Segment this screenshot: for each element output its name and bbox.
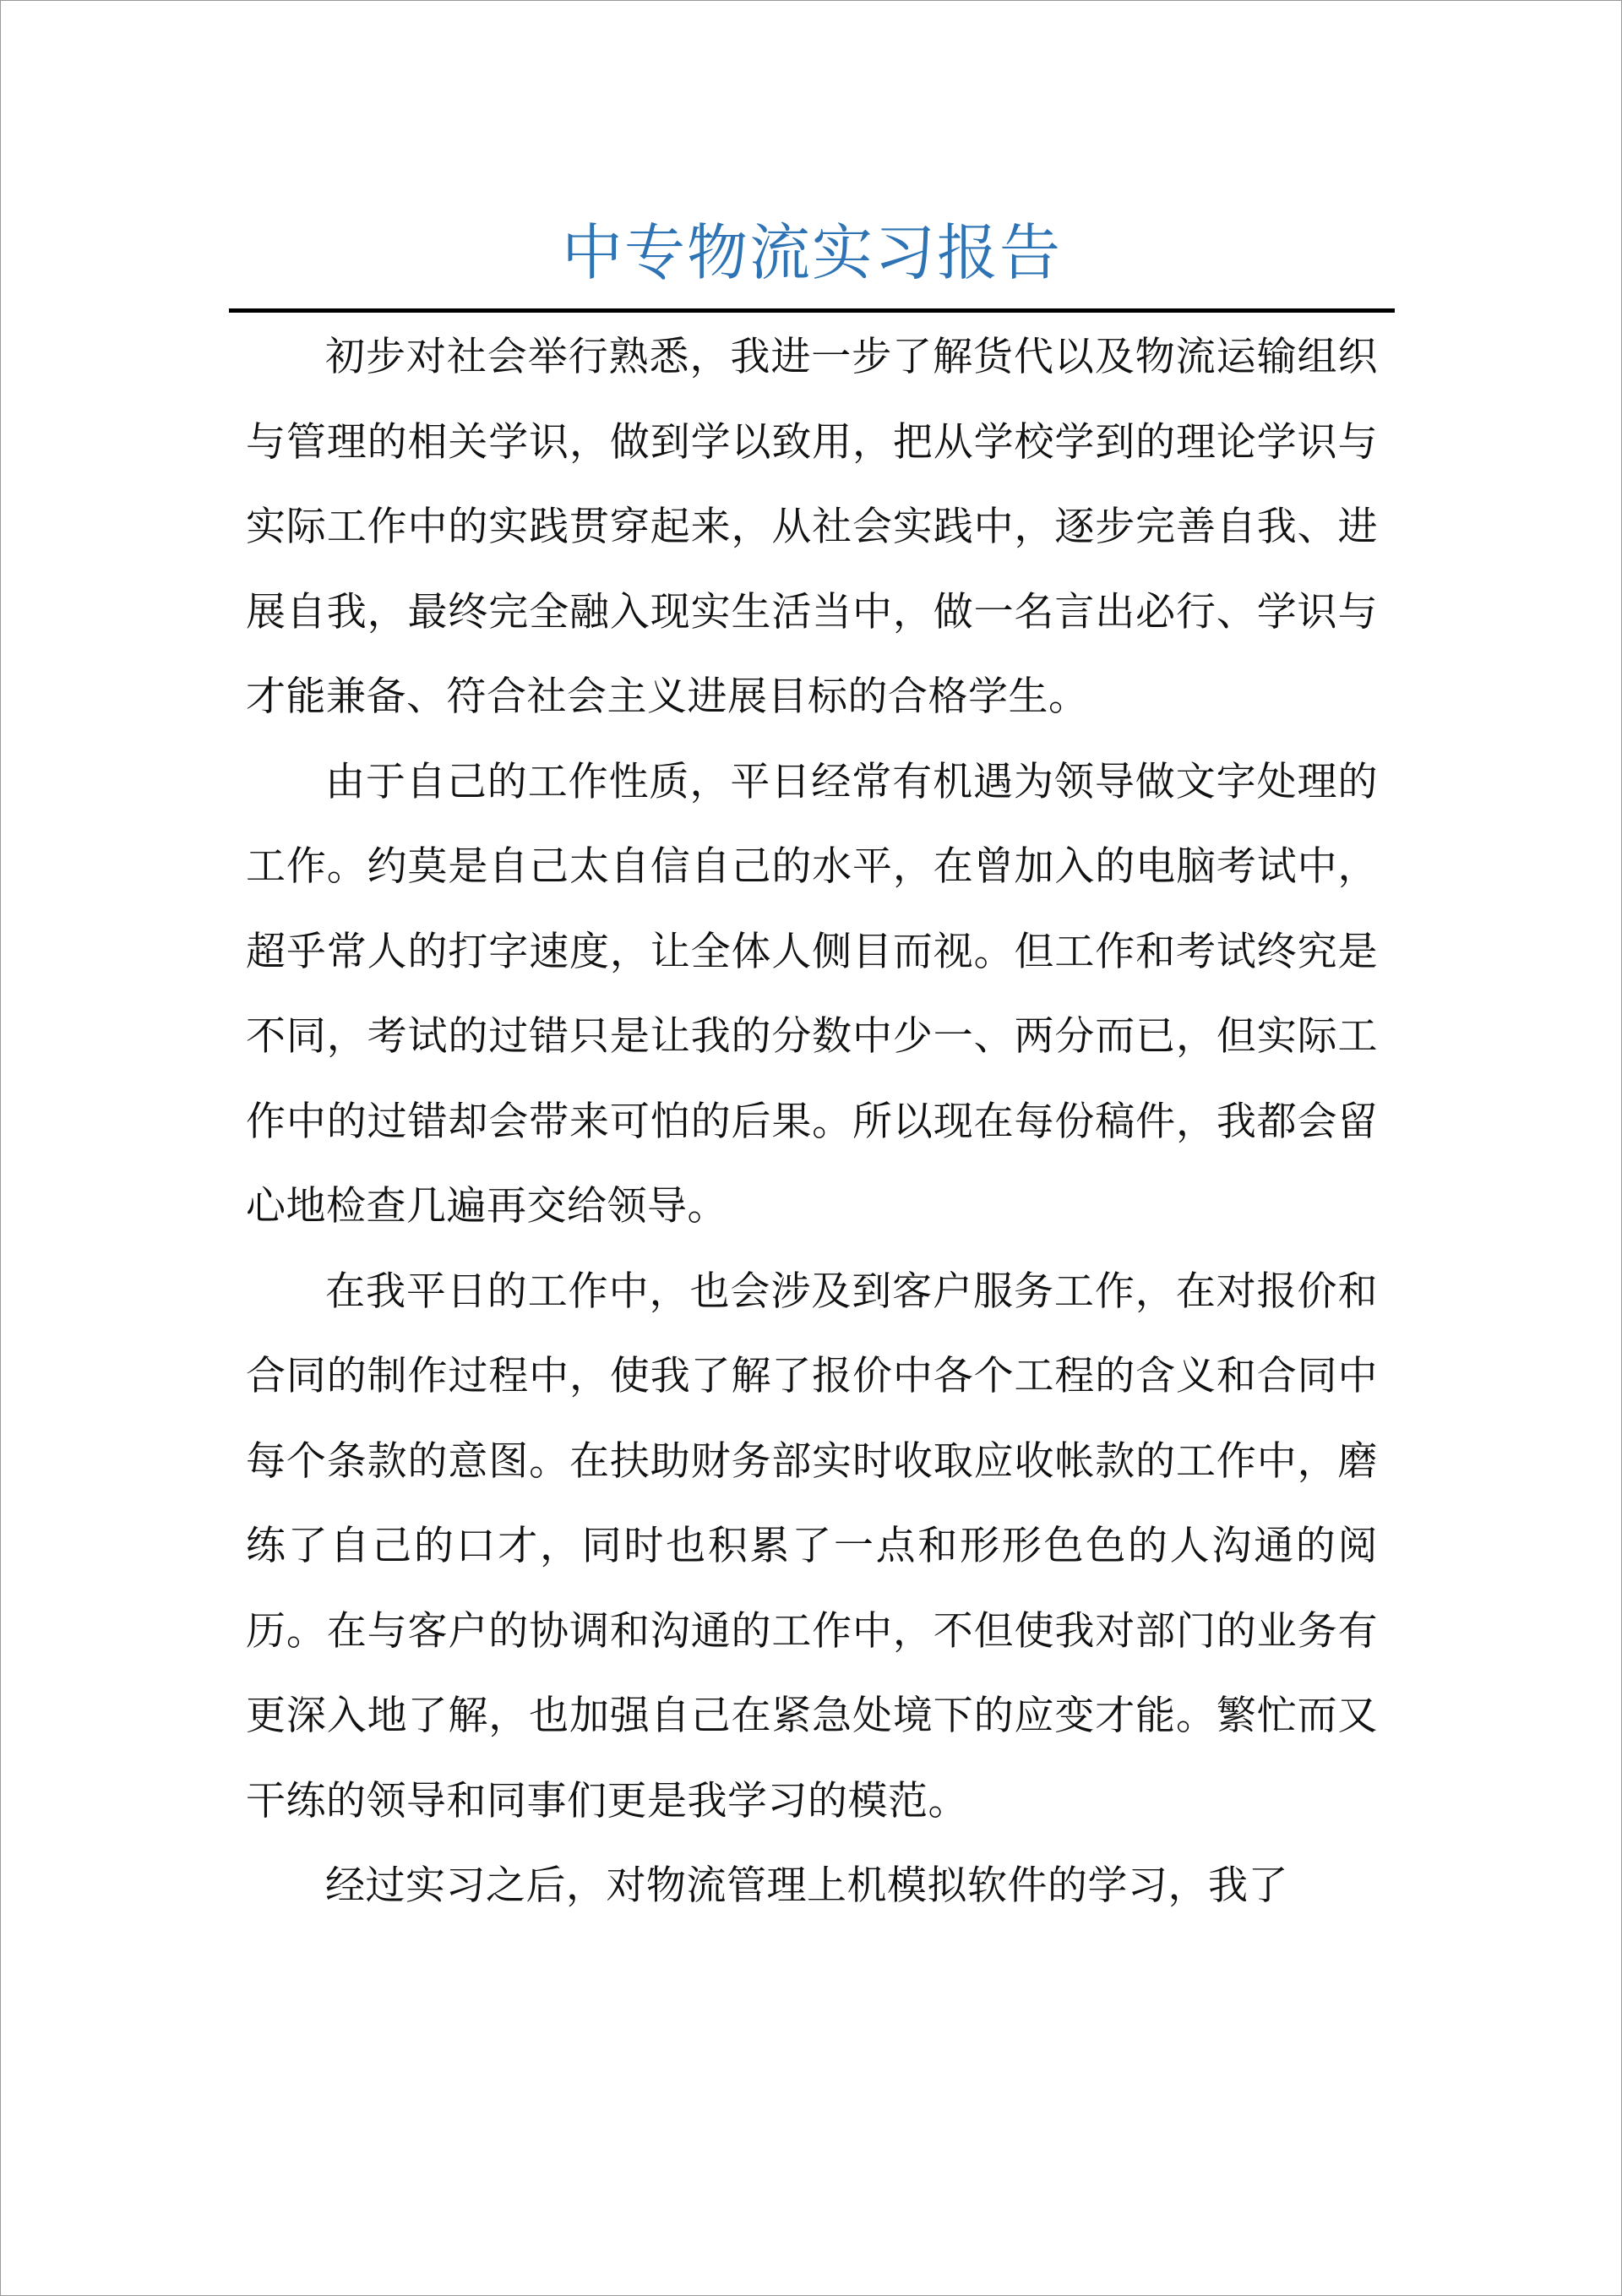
document-title: 中专物流实习报告 [561, 217, 1062, 288]
title-underline [229, 308, 1395, 313]
paragraph-4: 经过实习之后，对物流管理上机模拟软件的学习，我了 [325, 1862, 1288, 1909]
paragraph-2: 由于自己的工作性质，平日经常有机遇为领导做文字处理的工作。约莫是自己太自信自己的水平，在曾加入的电脑考试中，超乎常人的打字速度，让全体人侧目而视。但工作和考试终究是不同，考试的过错只是让我的分数中少一、两分而已，但实际工作中的过错却会带来可怕的后果。所以现在每份稿件，我都会留心地检查几遍再交给领导。 [246, 758, 1378, 1230]
paragraph-3: 在我平日的工作中，也会涉及到客户服务工作，在对报价和合同的制作过程中，使我了解了报价中各个工程的含义和合同中每个条款的意图。在扶助财务部实时收取应收帐款的工作中，磨练了自己的口才，同时也积累了一点和形形色色的人沟通的阅历。在与客户的协调和沟通的工作中，不但使我对部门的业务有更深入地了解，也加强自己在紧急处境下的应变才能。繁忙而又干练的领导和同事们更是我学习的模范。 [246, 1268, 1378, 1824]
document-body [246, 315, 1378, 1929]
paragraph-1: 初步对社会举行熟悉，我进一步了解货代以及物流运输组织与管理的相关学识，做到学以致用，把从学校学到的理论学识与实际工作中的实践贯穿起来，从社会实践中，逐步完善自我、进展自我，最终完全融入现实生活当中，做一名言出必行、学识与才能兼备、符合社会主义进展目标的合格学生。 [246, 334, 1378, 720]
